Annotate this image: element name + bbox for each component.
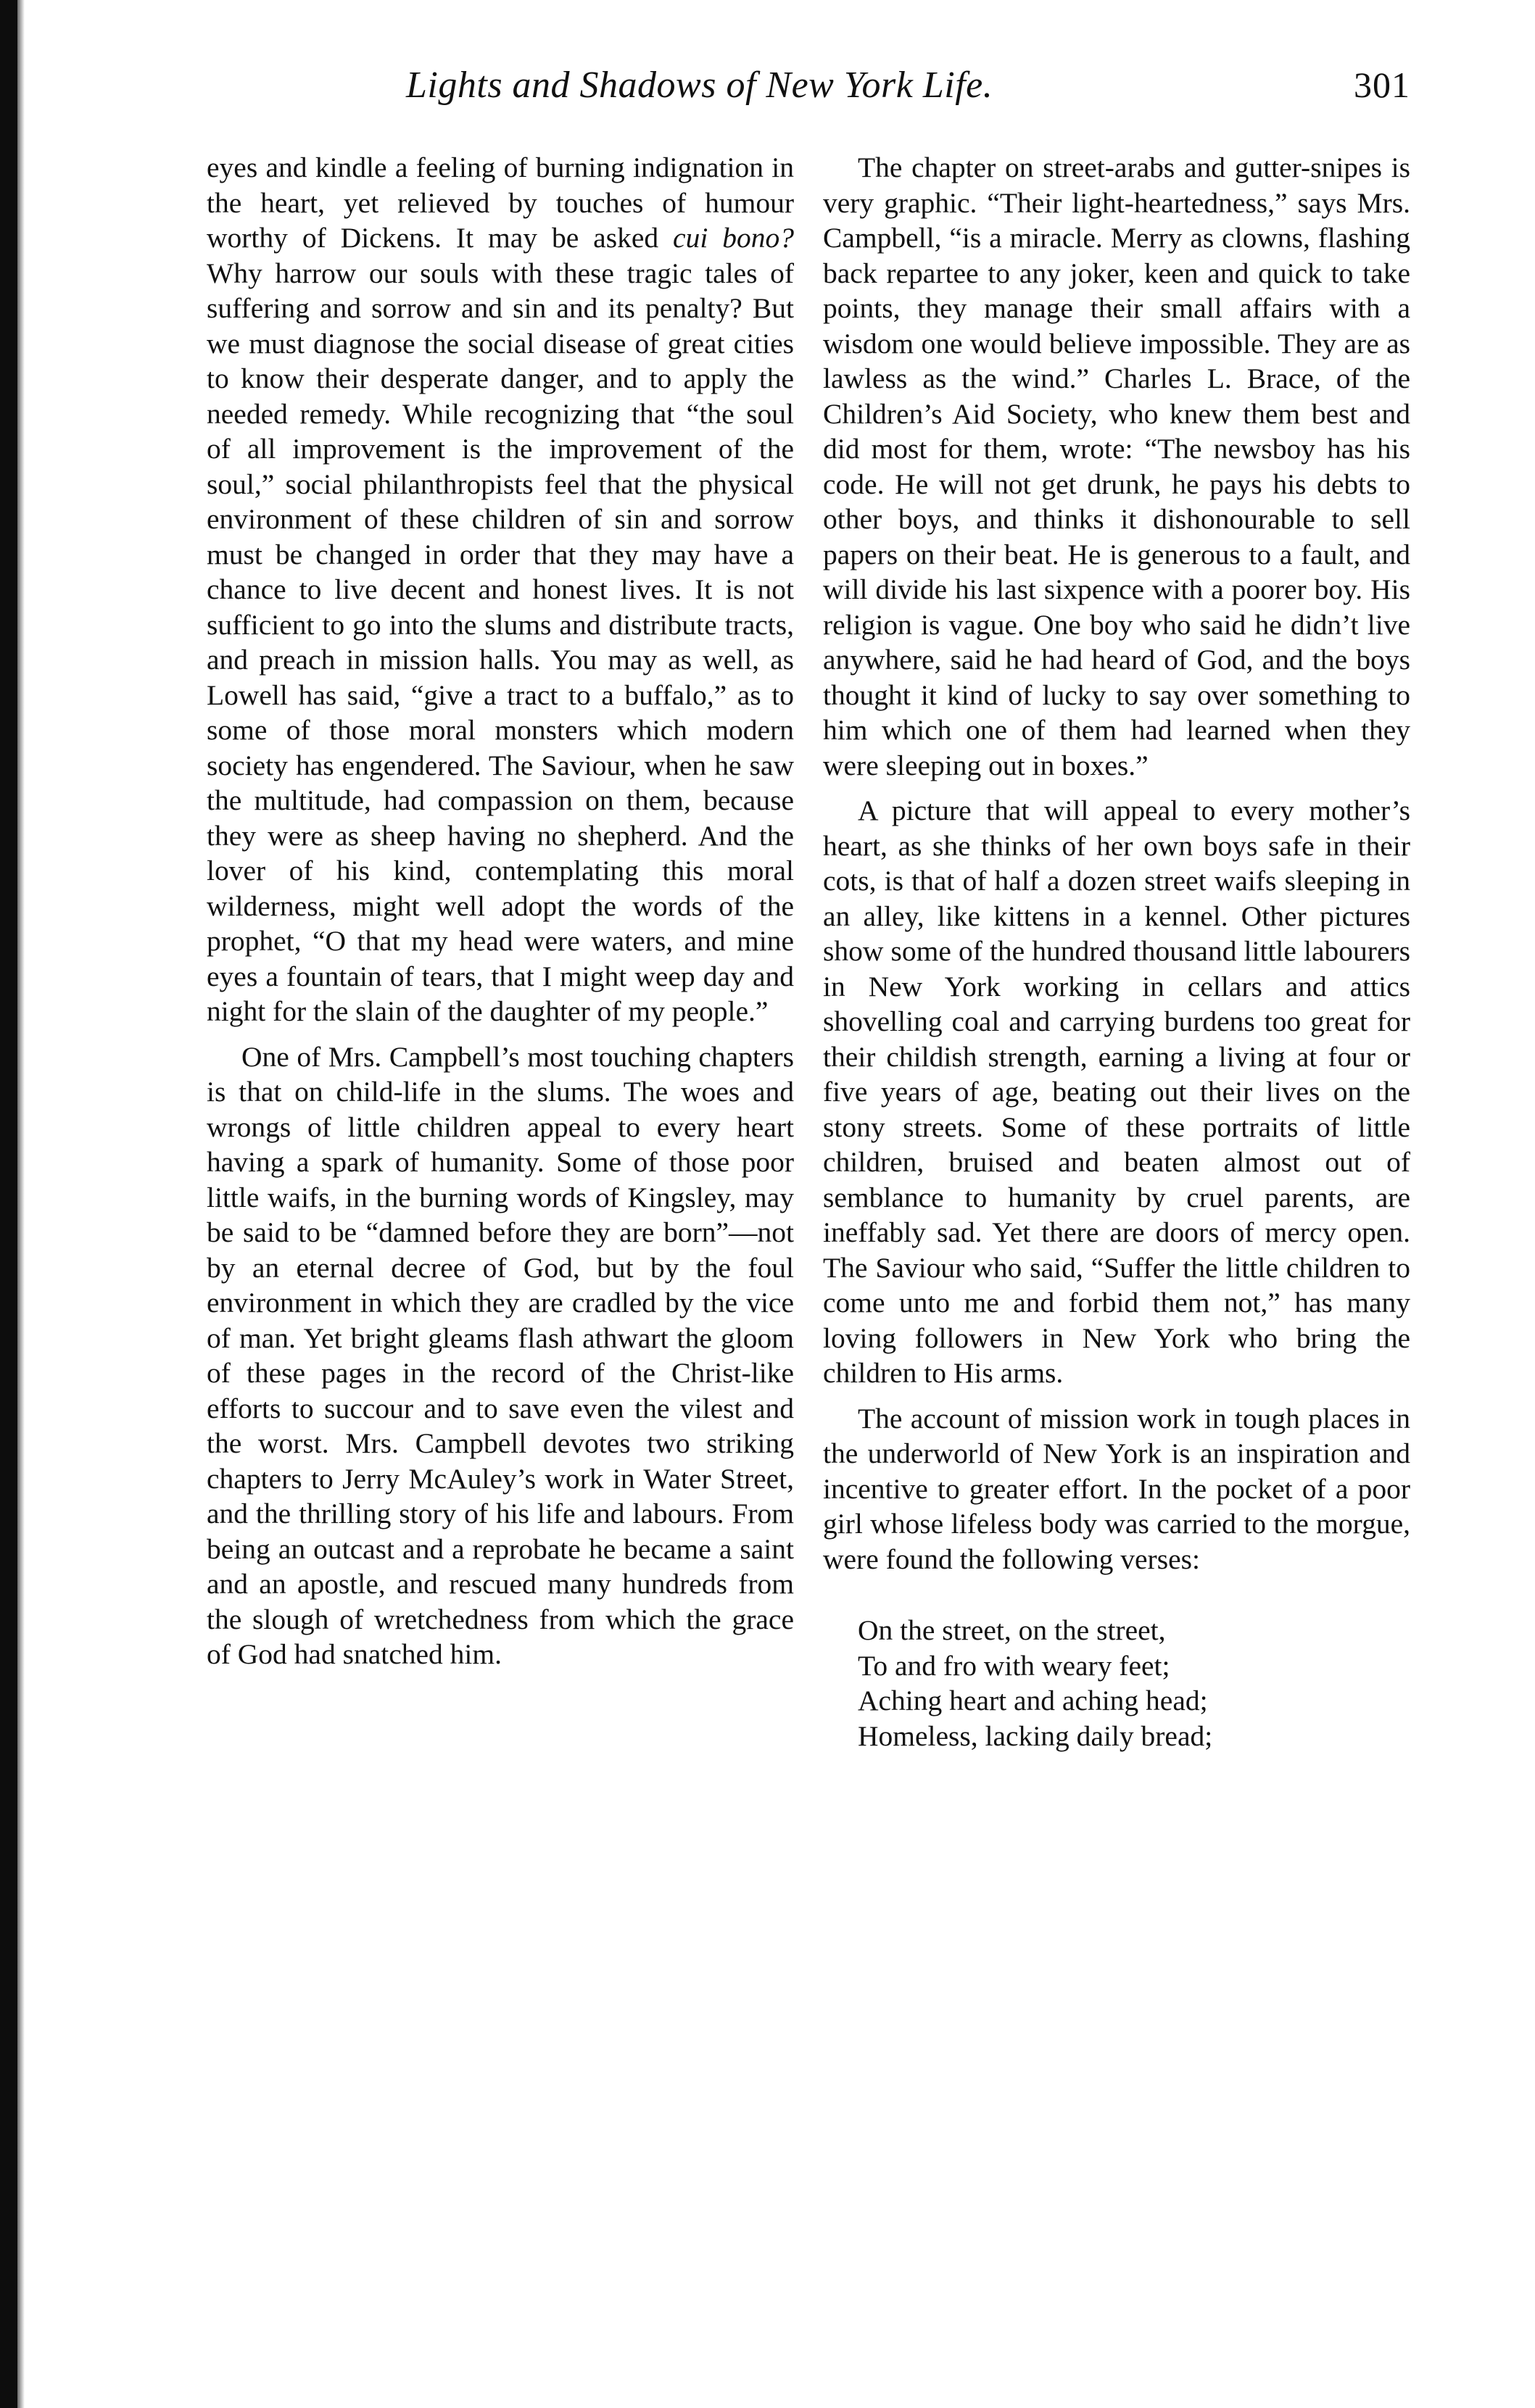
left-paragraph-1-start: eyes and kindle a feeling of burning indignation in the heart, yet relieved by touches of humour worthy of Dickens. It may be asked	[207, 151, 794, 254]
poem-line: To and fro with weary feet;	[858, 1649, 1170, 1682]
latin-phrase: cui bono?	[673, 222, 794, 254]
left-paragraph-1-end: Why harrow our souls with these tragic tales of suffering and sorrow and sin and its penalty? But we must diagnose the social disease of great cities to know their desperate danger, and to apply the needed remedy. While recognizing that “the soul of all improvement is the improvement of the soul,” social philanthropists feel that the physical environment of these children of sin and sorrow must be changed in order that they may have a chance to live decent and honest lives. It is not sufficient to go into the slums and distribute tracts, and preach in mission halls. You may as well, as Lowell has said, “give a tract to a buffalo,” as to some of those moral monsters which modern society has engendered. The Saviour, when he saw the multitude, had compassion on them, because they were as sheep having no shepherd. And the lover of his kind, contemplating this moral wilderness, might well adopt the words of the prophet, “O that my head were waters, and mine eyes a fountain of tears, that I might weep day and night for the slain of the daughter of my people.”	[207, 257, 794, 1027]
right-paragraph-2: A picture that will appeal to every mother’s heart, as she thinks of her own boys safe in their cots, is that of half a dozen street waifs sleeping in an alley, like kittens in a kennel. Other pictures show some of the hundred thousand little labourers in New York working in cellars and attics shovelling coal and carrying burdens too great for their childish strength, earning a living at four or five years of age, beating out their lives on the stony streets. Some of these portraits of little children, bruised and beaten almost out of semblance to humanity by cruel parents, are ineffably sad. Yet there are doors of mercy open. The Saviour who said, “Suffer the little children to come unto me and forbid them not,” has many loving followers in New York who bring the children to His arms.	[823, 794, 1410, 1389]
right-column	[823, 150, 1410, 1753]
right-paragraph-1: The chapter on street-arabs and gutter-snipes is very graphic. “Their light-heartedness,” says Mrs. Campbell, “is a miracle. Merry as clowns, flashing back repartee to any joker, keen and quick to take points, they manage their small affairs with a wisdom one would believe impossible. They are as lawless as the wind.” Charles L. Brace, of the Children’s Aid Society, who knew them best and did most for them, wrote: “The newsboy has his code. He will not get drunk, he pays his debts to other boys, and thinks it dishonourable to sell papers on their beat. He is generous to a fault, and will divide his last sixpence with a poorer boy. His religion is vague. One boy who said he didn’t live anywhere, said he had heard of God, and the boys thought it kind of lucky to say over something to him which one of them had learned when they were sleeping out in boxes.”	[823, 151, 1410, 781]
page-header	[207, 64, 1410, 115]
left-column	[207, 150, 794, 1672]
left-paragraph-2: One of Mrs. Campbell’s most touching chapters is that on child-life in the slums. The woes and wrongs of little children appeal to every heart having a spark of humanity. Some of those poor little waifs, in the burning words of Kingsley, may be said to be “damned before they are born”—not by an eternal decree of God, but by the foul environment in which they are cradled by the vice of man. Yet bright gleams flash athwart the gloom of these pages in the record of the Christ-like efforts to succour and to save even the vilest and the worst. Mrs. Campbell devotes two striking chapters to Jerry McAuley’s work in Water Street, and the thrilling story of his life and labours. From being an outcast and a reprobate he became a saint and an apostle, and rescued many hundreds from the slough of wretchedness from which the grace of God had snatched him.	[207, 1040, 794, 1670]
binding-edge	[0, 0, 17, 2408]
right-paragraph-3: The account of mission work in tough places in the underworld of New York is an inspiration and incentive to greater effort. In the pocket of a poor girl whose lifeless body was carried to the morgue, were found the following verses:	[823, 1402, 1410, 1575]
left-paragraph-1	[207, 150, 794, 1029]
poem-line: On the street, on the street,	[858, 1614, 1166, 1646]
poem-line: Aching heart and aching head;	[858, 1685, 1208, 1716]
poem-verses	[823, 1613, 1410, 1753]
running-title: Lights and Shadows of New York Life.	[406, 65, 993, 106]
binding-shadow	[17, 0, 25, 2408]
poem-line: Homeless, lacking daily bread;	[858, 1719, 1213, 1752]
page-number: 301	[1354, 65, 1410, 105]
